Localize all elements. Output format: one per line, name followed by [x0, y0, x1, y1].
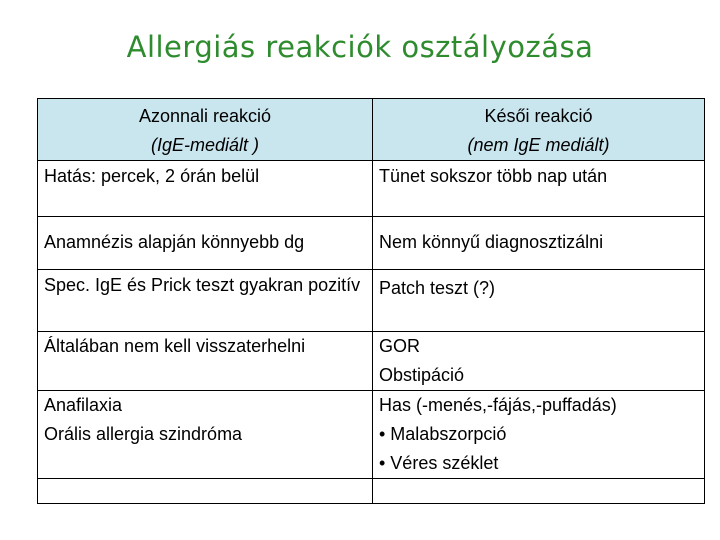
cell-text: Anafilaxia [44, 395, 123, 415]
cell-text: Hatás: percek, 2 órán belül [44, 166, 260, 186]
immediate-cell [38, 479, 373, 504]
cell-text: Orális allergia szindróma [44, 424, 243, 444]
immediate-cell [38, 161, 373, 217]
header-late-subtitle: (nem IgE mediált) [467, 135, 610, 155]
header-immediate-subtitle: (IgE-mediált ) [150, 135, 260, 155]
table-row [38, 332, 705, 391]
header-immediate-title: Azonnali reakció [138, 106, 272, 126]
late-cell [373, 161, 705, 217]
header-late-title: Késői reakció [484, 106, 593, 126]
table-row [38, 270, 705, 332]
slide-title: Allergiás reakciók osztályozása [126, 30, 594, 64]
cell-text: Nem könnyű diagnosztizálni [379, 232, 604, 252]
table-row [38, 161, 705, 217]
table-row [38, 217, 705, 270]
immediate-cell [38, 332, 373, 391]
cell-text: Spec. IgE és Prick teszt gyakran pozitív [44, 275, 361, 295]
late-cell [373, 332, 705, 391]
cell-text: Patch teszt (?) [379, 278, 496, 298]
cell-text: Obstipáció [379, 365, 465, 385]
cell-text: • Véres széklet [379, 453, 499, 473]
cell-text: Általában nem kell visszaterhelni [44, 336, 306, 356]
late-cell [373, 391, 705, 479]
table-row [38, 391, 705, 479]
immediate-cell [38, 217, 373, 270]
header-immediate-reaction [38, 99, 373, 161]
late-cell [373, 479, 705, 504]
table-header-row [38, 99, 705, 161]
cell-text: GOR [379, 336, 421, 356]
table-row-empty [38, 479, 705, 504]
cell-text: Tünet sokszor több nap után [379, 166, 608, 186]
late-cell [373, 270, 705, 332]
cell-text: Has (-menés,-fájás,-puffadás) [379, 395, 617, 415]
late-cell [373, 217, 705, 270]
immediate-cell [38, 270, 373, 332]
header-late-reaction [373, 99, 705, 161]
cell-text: • Malabszorpció [379, 424, 507, 444]
comparison-table [37, 98, 705, 504]
cell-text: Anamnézis alapján könnyebb dg [44, 232, 305, 252]
immediate-cell [38, 391, 373, 479]
